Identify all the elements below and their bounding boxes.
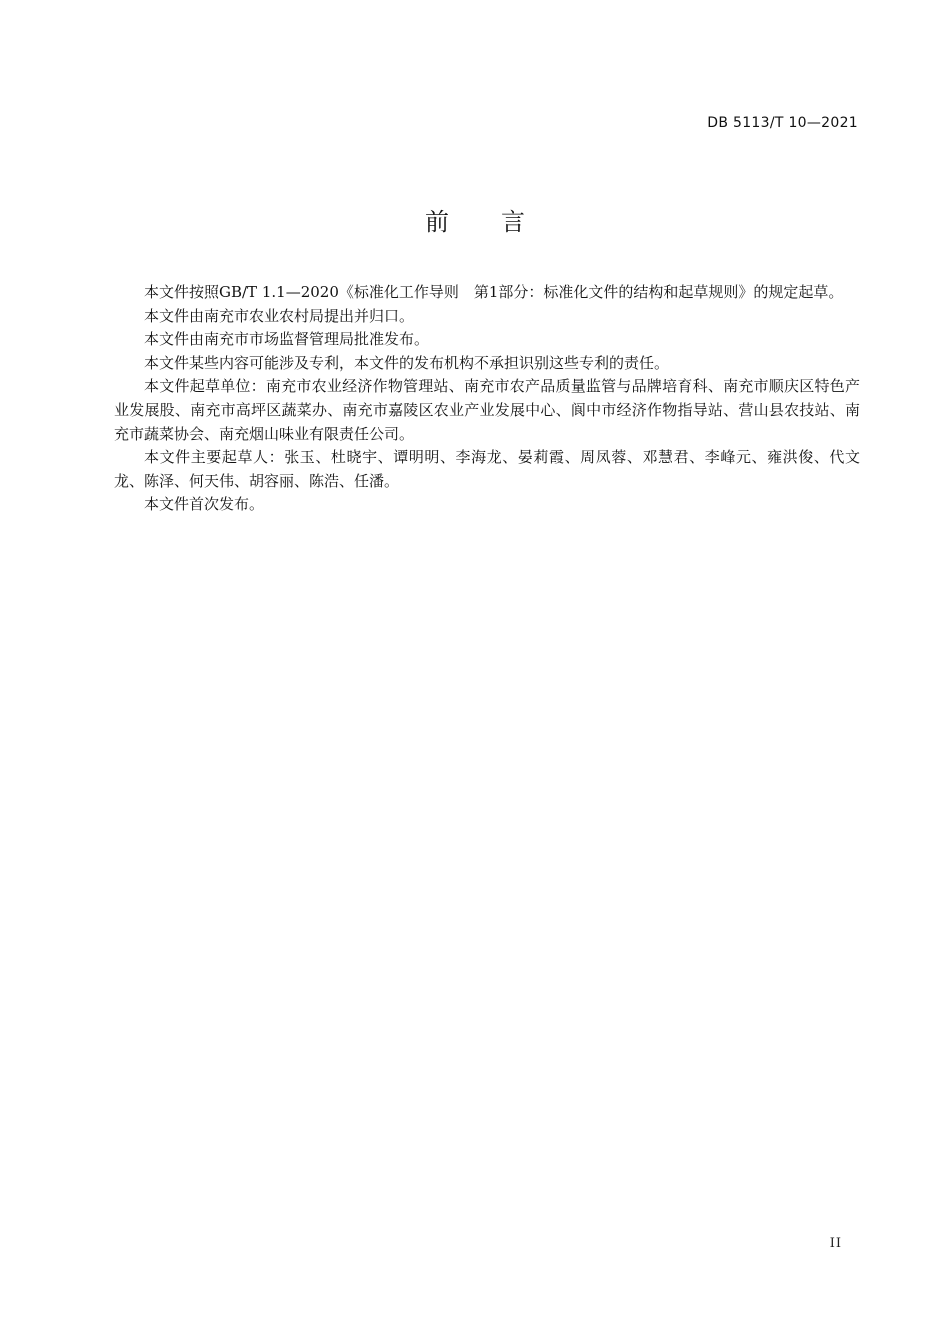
paragraph-patent-notice: 本文件某些内容可能涉及专利，本文件的发布机构不承担识别这些专利的责任。 (144, 353, 670, 372)
paragraph-drafters: 本文件主要起草人：张玉、杜晓宇、谭明明、李海龙、晏莉霞、周凤蓉、邓慧君、李峰元、雍洪俊、代文龙、陈泽、何天伟、胡容丽、陈浩、任潘。 (114, 448, 860, 490)
paragraph-first-release: 本文件首次发布。 (144, 495, 265, 514)
paragraph-approver: 本文件由南充市市场监督管理局批准发布。 (144, 330, 430, 349)
paragraph-drafting-rules: 本文件按照GB/T 1.1—2020《标准化工作导则 第1部分：标准化文件的结构和起草规则》的规定起草。 (144, 283, 844, 301)
paragraph-proposer: 本文件由南充市农业农村局提出并归口。 (144, 306, 415, 325)
page-number: II (829, 1236, 842, 1251)
standard-code: DB 5113/T 10—2021 (707, 115, 858, 131)
paragraph-drafting-units: 本文件起草单位：南充市农业经济作物管理站、南充市农产品质量监管与品牌培育科、南充市顺庆区特色产业发展股、南充市高坪区蔬菜办、南充市嘉陵区农业产业发展中心、阆中市经济作物指导站、营山县农技站、南充市蔬菜协会、南充烟山味业有限责任公司。 (114, 377, 860, 443)
page-title: 前言 (425, 208, 577, 236)
foreword-body (114, 281, 860, 517)
